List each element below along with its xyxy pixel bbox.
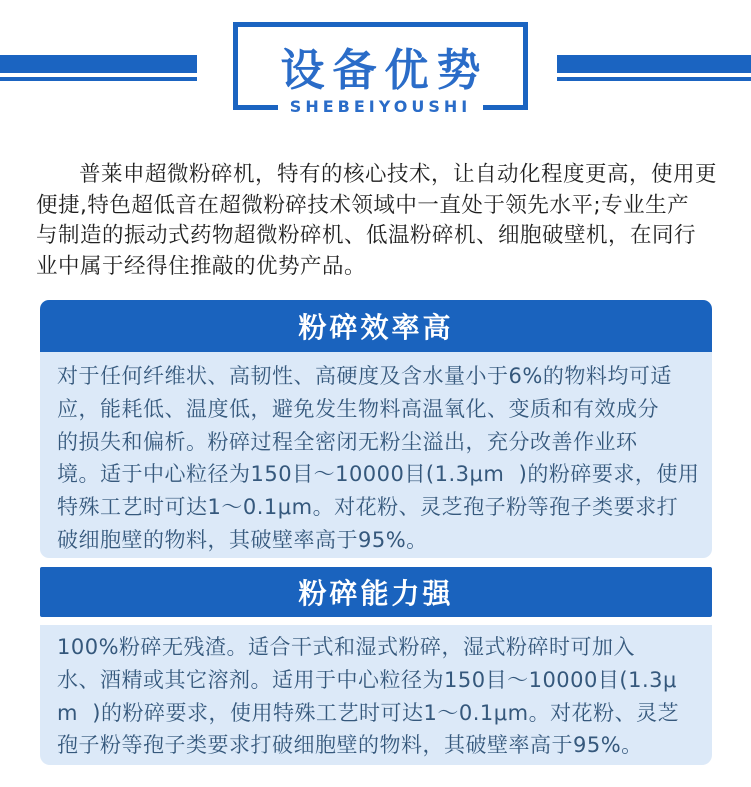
section-2-line: 水、酒精或其它溶剂。适用于中心粒径为150目～10000目(1.3μ: [57, 667, 677, 692]
section-1-line: 境。适于中心粒径为150目～10000目(1.3μm )的粉碎要求，使用: [57, 462, 700, 487]
section-2-body: [40, 625, 712, 765]
section-1-line: 应，能耗低、温度低，避免发生物料高温氧化、变质和有效成分: [57, 396, 659, 421]
page-title: 设备优势: [280, 45, 489, 96]
intro-line: 业中属于经得住推敲的优势产品。: [36, 253, 367, 279]
section-1-line: 的损失和偏析。粉碎过程全密闭无粉尘溢出，充分改善作业环: [57, 429, 638, 454]
section-2-line: 100%粉碎无残渣。适合干式和湿式粉碎，湿式粉碎时可加入: [57, 635, 636, 659]
header-bar-left-thin: [0, 77, 197, 81]
section-2-title-banner: [40, 567, 712, 617]
section-1-line: 破细胞壁的物料，其破壁率高于95%。: [57, 527, 428, 552]
section-2-line: m )的粉碎要求，使用特殊工艺时可达1～0.1μm。对花粉、灵芝: [57, 700, 680, 725]
subtitle-row: [233, 97, 528, 117]
section-1-title-banner: [40, 300, 712, 352]
section-2-line: 孢子粉等孢子类要求打破细胞壁的物料，其破壁率高于95%。: [57, 733, 643, 758]
page-subtitle: SHEBEIYOUSHI: [278, 97, 483, 117]
header-bar-right-thin: [557, 77, 751, 81]
header-bar-left-thick: [0, 55, 197, 73]
intro-line: 与制造的振动式药物超微粉碎机、低温粉碎机、细胞破壁机，在同行: [36, 223, 697, 248]
section-1-body: [40, 352, 712, 558]
intro-paragraph: [36, 160, 730, 282]
section-1-line: 对于任何纤维状、高韧性、高硬度及含水量小于6%的物料均可适: [57, 364, 672, 388]
header-bar-right-thick: [557, 55, 751, 73]
section-1-line: 特殊工艺时可达1～0.1μm。对花粉、灵芝孢子粉等孢子类要求打: [57, 495, 679, 520]
intro-line: 普莱申超微粉碎机，特有的核心技术，让自动化程度更高，使用更: [79, 162, 718, 187]
section-2-title: 粉碎能力强: [298, 577, 454, 610]
section-1-title: 粉碎效率高: [298, 311, 454, 344]
intro-line: 便捷,特色超低音在超微粉碎技术领域中一直处于领先水平;专业生产: [36, 192, 690, 218]
